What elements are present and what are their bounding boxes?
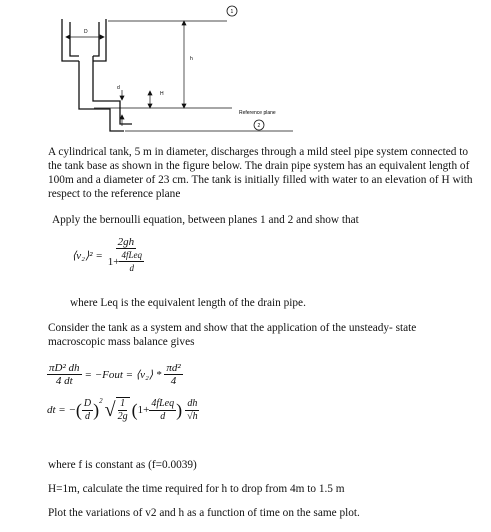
h-calculation-text: H=1m, calculate the time required for h to drop from 4m to 1.5 m (48, 483, 345, 495)
drain-pipe (79, 56, 132, 131)
label-D: D (84, 29, 88, 35)
plot-instruction-text: Plot the variations of v2 and h as a function of time on the same plot. (48, 507, 360, 519)
tank-pipe-diagram (0, 0, 491, 140)
tank-inner-wall (70, 22, 99, 56)
svg-text:2: 2 (257, 123, 261, 129)
equation-3: dt = − ( $\frac{D}{d}$ ) $^2$ √ $\frac{1}{2g}$ ( 1+ $\frac{\text{4fLeq}}{d}$ ) $\frac{dh}{√h}$ (47, 397, 198, 422)
label-H: H (160, 91, 164, 97)
label-h: h (190, 56, 193, 62)
equation-1: ⟨v₂⟩² = 2gh 1+ $\frac{\text{4fLeq}}{d}$ (72, 236, 142, 273)
where-f-text: where f is constant as (f=0.0039) (48, 459, 197, 471)
intro-paragraph: A cylindrical tank, 5 m in diameter, discharges through a mild steel pipe system connected to the tank base as shown in the figure below. The drain pipe system has an equivalent length of 100m and a diameter of 23 cm. The tank is initially filled with water to an elevation of H with respect to the reference plane (48, 146, 473, 200)
svg-text:1: 1 (230, 9, 234, 15)
apply-bernoulli-text: Apply the bernoulli equation, between planes 1 and 2 and show that (52, 214, 359, 226)
reference-plane-label: Reference plane (239, 110, 276, 116)
equation-2: $\frac{\text{πD² dh}}{4 dt}$ = −Fout = ⟨v₂⟩ * $\frac{\text{πd²}}{4}$ (49, 362, 181, 387)
where-leq-text: where Leq is the equivalent length of the drain pipe. (70, 297, 306, 309)
label-d-pipe: d (117, 85, 120, 91)
consider-paragraph: Consider the tank as a system and show that the application of the unsteady- state macroscopic mass balance gives (48, 322, 417, 348)
